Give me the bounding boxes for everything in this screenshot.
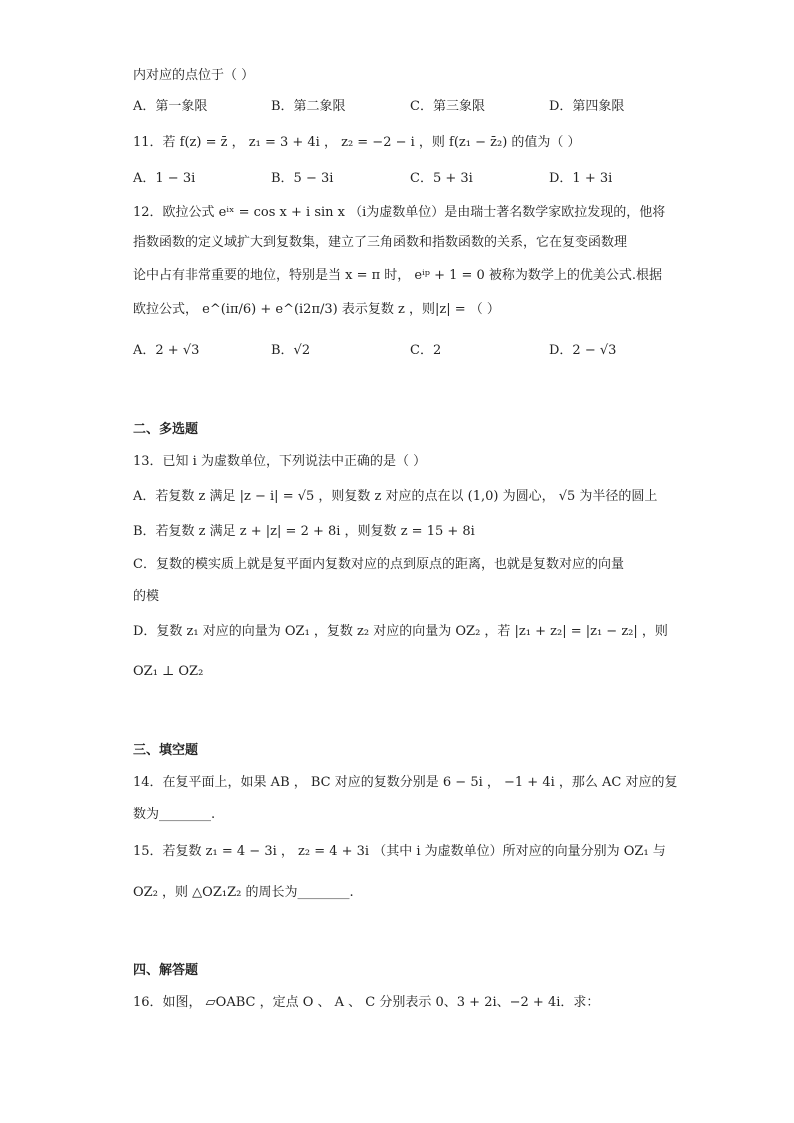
q13-option-b: B．若复数 z 满足 z + |z| = 2 + 8i ，则复数 z = 15 + 8i xyxy=(133,524,475,539)
section-multiple-choice-title: 二、多选题 xyxy=(133,422,199,437)
q15-line-2: OZ₂ ，则 △OZ₁Z₂ 的周长为________. xyxy=(133,885,354,900)
q14-line-1: 14．在复平面上，如果 AB ， BC 对应的复数分别是 6 − 5i ， −1 + 4i ，那么 AC 对应的复 xyxy=(133,775,678,790)
q11-option-c: C．5 + 3i xyxy=(410,171,473,186)
q12-option-a: A．2 + √3 xyxy=(133,343,200,358)
q13-option-d-line-1: D．复数 z₁ 对应的向量为 OZ₁ ，复数 z₂ 对应的向量为 OZ₂ ，若 |z₁ + z₂| = |z₁ − z₂| ，则 xyxy=(133,624,668,639)
q12-line-4: 欧拉公式， e^(iπ/6) + e^(i2π/3) 表示复数 z ，则|z| = （ ） xyxy=(133,302,500,317)
q10-option-b: B．第二象限 xyxy=(271,99,346,114)
q11-option-a: A．1 − 3i xyxy=(133,171,196,186)
q11-stem: 11．若 f(z) = z̄ ， z₁ = 3 + 4i ， z₂ = −2 − i ，则 f(z₁ − z̄₂) 的值为（ ） xyxy=(133,135,581,150)
q11-option-d: D．1 + 3i xyxy=(549,171,613,186)
q12-option-c: C．2 xyxy=(410,343,442,358)
q11-option-b: B．5 − 3i xyxy=(271,171,334,186)
q16-stem: 16．如图， ▱OABC ，定点 O 、 A 、 C 分别表示 0、3 + 2i、−2 + 4i．求： xyxy=(133,995,600,1010)
q12-line-1: 12．欧拉公式 eⁱˣ = cos x + i sin x （i为虚数单位）是由瑞士著名数学家欧拉发现的，他将 xyxy=(133,205,666,220)
section-solution-title: 四、解答题 xyxy=(133,963,199,978)
q13-stem: 13．已知 i 为虚数单位，下列说法中正确的是（ ） xyxy=(133,454,427,469)
q14-line-2: 数为________. xyxy=(133,807,216,822)
q12-option-b: B．√2 xyxy=(271,343,311,358)
q13-option-a: A．若复数 z 满足 |z − i| = √5 ，则复数 z 对应的点在以 (1,0) 为圆心， √5 为半径的圆上 xyxy=(133,489,658,504)
q10-option-d: D．第四象限 xyxy=(549,99,625,114)
q13-option-c-line-2: 的模 xyxy=(133,589,160,604)
q12-line-3: 论中占有非常重要的地位，特别是当 x = π 时， eⁱᵖ + 1 = 0 被称为数学上的优美公式.根据 xyxy=(133,268,663,283)
q12-option-d: D．2 − √3 xyxy=(549,343,617,358)
section-fill-blank-title: 三、填空题 xyxy=(133,743,199,758)
q13-option-d-line-2: OZ₁ ⊥ OZ₂ xyxy=(133,664,204,679)
q15-line-1: 15．若复数 z₁ = 4 − 3i ， z₂ = 4 + 3i （其中 i 为虚数单位）所对应的向量分别为 OZ₁ 与 xyxy=(133,844,666,859)
q12-line-2: 指数函数的定义域扩大到复数集，建立了三角函数和指数函数的关系，它在复变函数理 xyxy=(133,235,628,250)
q10-tail: 内对应的点位于（ ） xyxy=(133,68,255,83)
q10-option-c: C．第三象限 xyxy=(410,99,485,114)
q13-option-c-line-1: C．复数的模实质上就是复平面内复数对应的点到原点的距离，也就是复数对应的向量 xyxy=(133,557,624,572)
q10-option-a: A．第一象限 xyxy=(133,99,208,114)
